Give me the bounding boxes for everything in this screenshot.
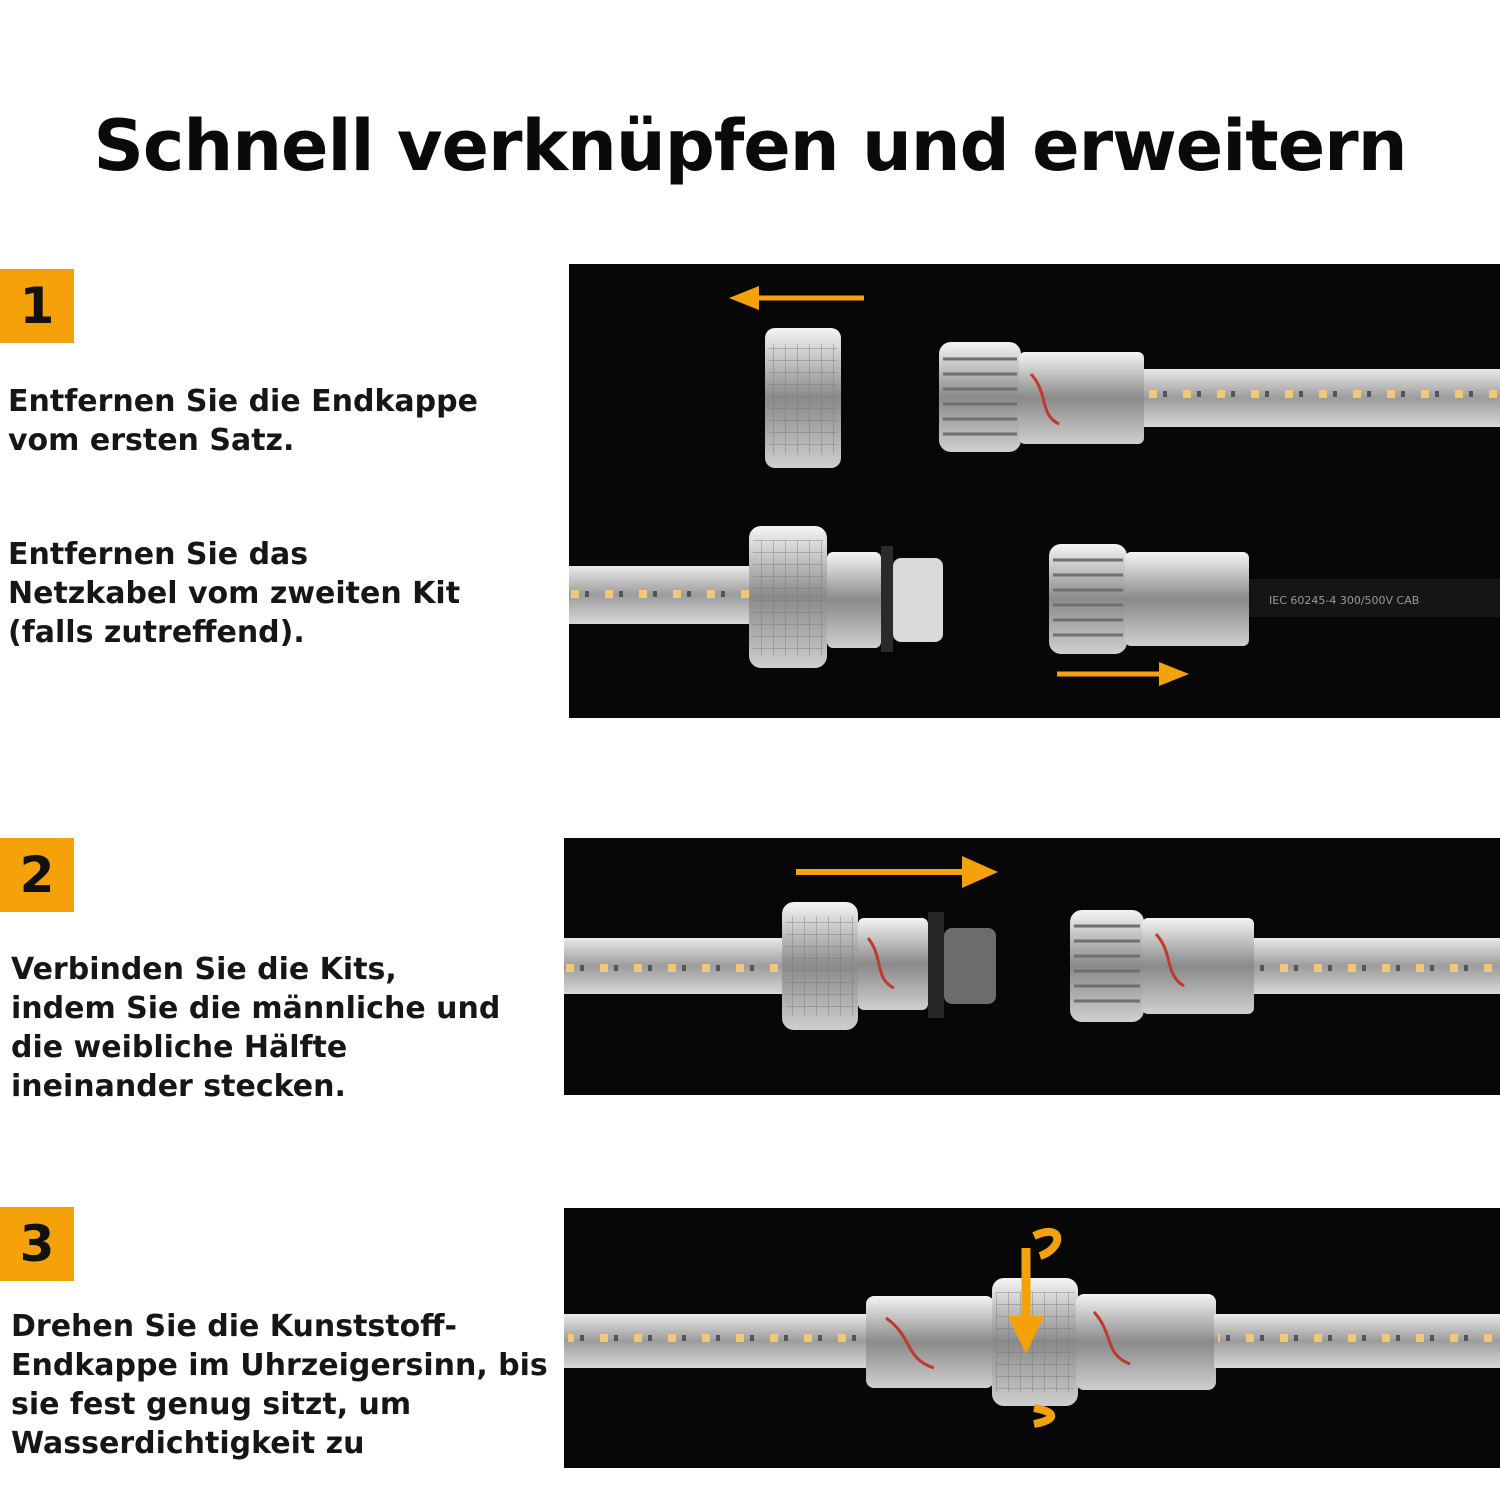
step-2-photo <box>564 838 1500 1095</box>
male-connector-top-illustration <box>939 342 1500 452</box>
step-3-photo <box>564 1208 1500 1468</box>
end-cap-illustration <box>765 328 841 468</box>
arrow-right-icon <box>796 856 998 888</box>
female-connector-illustration <box>564 902 996 1030</box>
step-1-text-remove-power-cable: Entfernen Sie das Netzkabel vom zweiten Kit (falls zutreffend). <box>8 537 461 650</box>
step-1-badge: 1 <box>0 269 74 343</box>
joined-connector-illustration <box>564 1278 1500 1406</box>
step-2-badge: 2 <box>0 838 74 912</box>
step-3-badge: 3 <box>0 1207 74 1281</box>
cable-print-text: IEC 60245-4 300/500V CAB <box>1269 594 1420 607</box>
male-connector-illustration <box>1070 910 1500 1022</box>
arrow-left-icon <box>729 286 864 310</box>
step-1-text-remove-end-cap: Entfernen Sie die Endkappe vom ersten Satz. <box>8 384 478 458</box>
power-cable-connector-illustration <box>1049 544 1500 654</box>
page-title: Schnell verknüpfen und erweitern <box>93 104 1407 187</box>
female-connector-bottom-illustration <box>569 526 943 668</box>
step-3-text-turn-end-cap: Drehen Sie die Kunststoff-Endkappe im Uhrzeigersinn, bis sie fest genug sitzt, um Wasserdichtigkeit zu <box>11 1309 548 1461</box>
arrow-right-icon <box>1057 662 1189 686</box>
step-2-text-connect-kits: Verbinden Sie die Kits, indem Sie die männliche und die weibliche Hälfte ineinander stecken. <box>11 952 501 1104</box>
step-1-photo <box>569 264 1500 718</box>
